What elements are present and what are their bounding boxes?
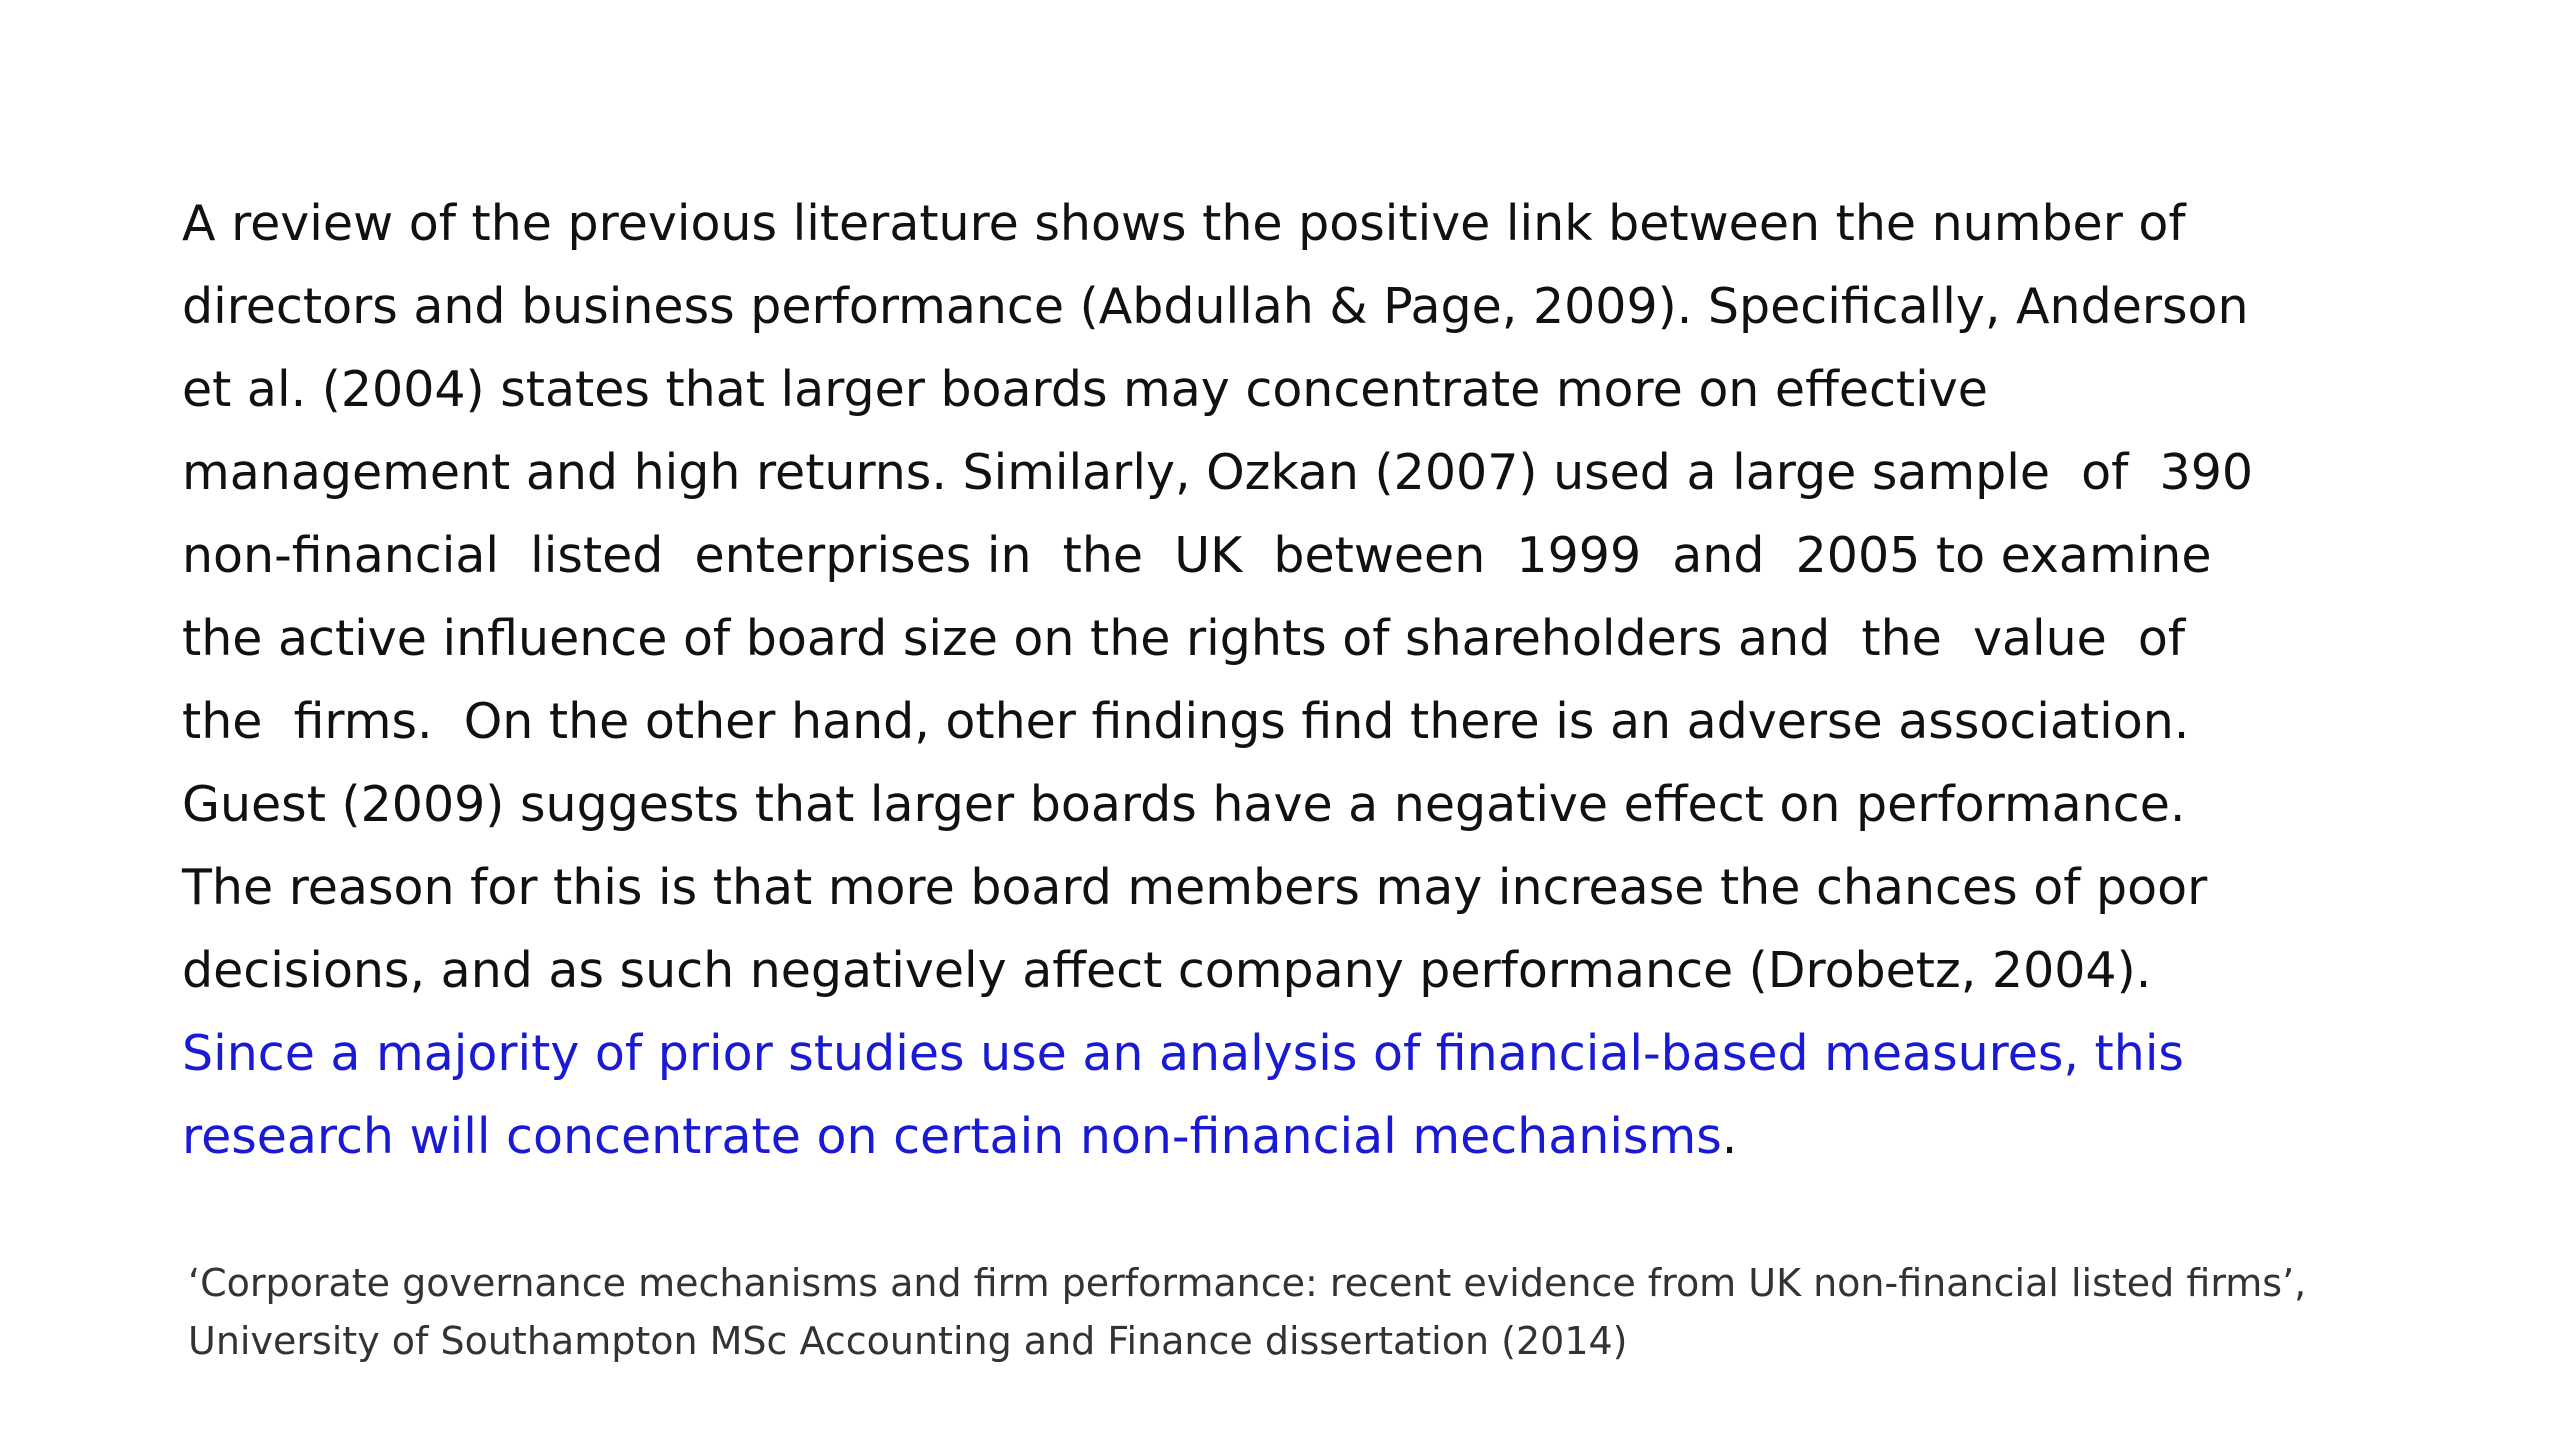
paragraph-line: management and high returns. Similarly, Ozkan (2007) used a large sample of 390 [182, 444, 2254, 501]
citation-source: University of Southampton MSc Accounting and Finance dissertation (2014) [188, 1319, 1628, 1363]
highlighted-line-wrapper [182, 1095, 2422, 1178]
paragraph-line: Guest (2009) suggests that larger boards have a negative effect on performance. [182, 776, 2186, 833]
paragraph-line: decisions, and as such negatively affect company performance (Drobetz, 2004). [182, 942, 2152, 999]
paragraph-line: the firms. On the other hand, other findings find there is an adverse association. [182, 693, 2190, 750]
paragraph-line: A review of the previous literature shows the positive link between the number of [182, 195, 2186, 252]
highlighted-text: research will concentrate on certain non-financial mechanisms [182, 1108, 1722, 1165]
citation-title: ‘Corporate governance mechanisms and firm performance: recent evidence from UK non-financial listed firms’, [188, 1261, 2307, 1305]
paragraph-line: directors and business performance (Abdullah & Page, 2009). Specifically, Anderson [182, 278, 2249, 335]
paragraph-line: The reason for this is that more board members may increase the chances of poor [182, 859, 2208, 916]
paragraph-line: the active influence of board size on the rights of shareholders and the value of [182, 610, 2186, 667]
highlighted-line: Since a majority of prior studies use an analysis of financial-based measures, this [182, 1025, 2184, 1082]
paragraph-line: et al. (2004) states that larger boards may concentrate more on effective [182, 361, 1988, 418]
trailing-period: . [1721, 1108, 1738, 1165]
paragraph-line: non-financial listed enterprises in the UK between 1999 and 2005 to examine [182, 527, 2212, 584]
citation [188, 1254, 2448, 1370]
body-paragraph [182, 182, 2422, 1178]
